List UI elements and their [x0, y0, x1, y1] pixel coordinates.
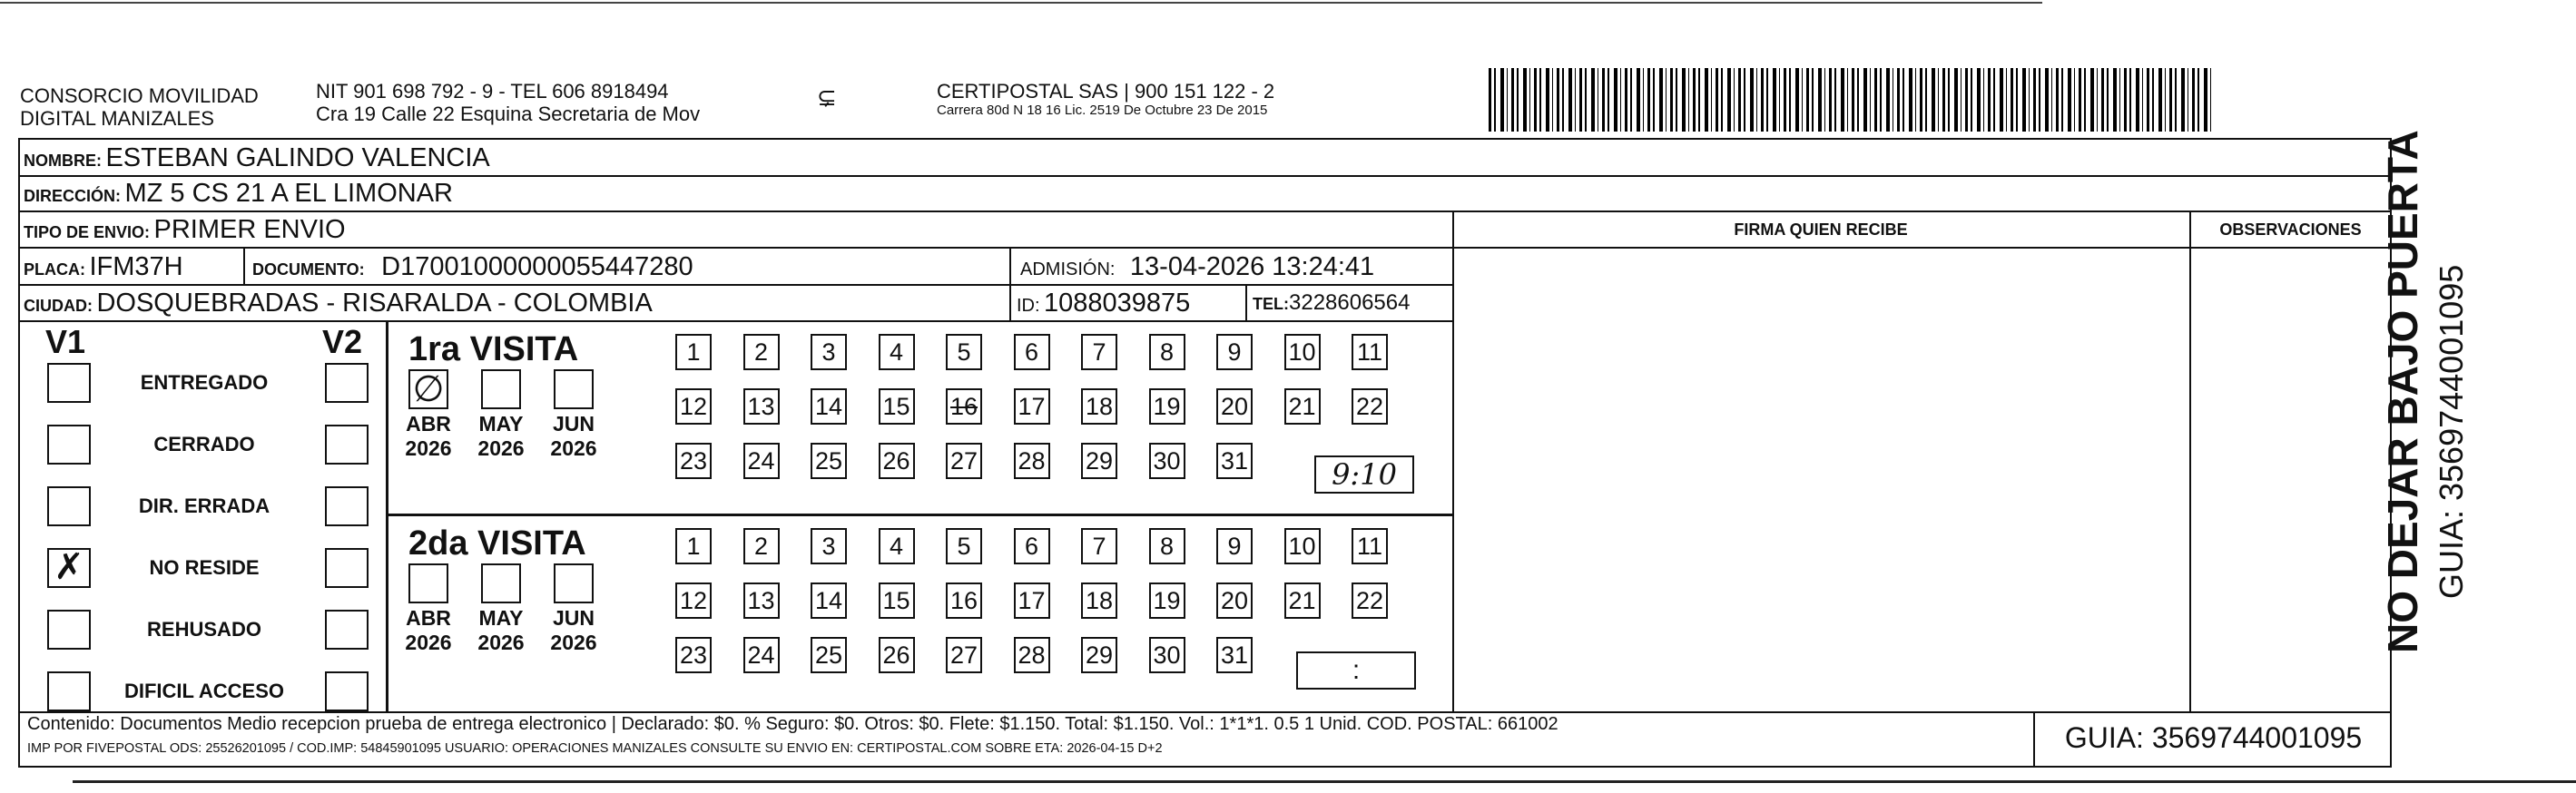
day-box[interactable]: 24 — [743, 443, 780, 479]
day-box[interactable]: 29 — [1081, 443, 1117, 479]
day-box[interactable]: 14 — [811, 583, 847, 619]
second-visit-title: 2da VISITA — [408, 524, 586, 563]
day-box[interactable]: 24 — [743, 637, 780, 673]
v2-checkbox[interactable] — [325, 425, 369, 465]
v2-label: V2 — [322, 323, 363, 360]
v2-checkbox[interactable] — [325, 610, 369, 650]
day-box[interactable]: 26 — [879, 637, 915, 673]
day-box[interactable]: 1 — [675, 334, 712, 370]
direccion-field: DIRECCIÓN: MZ 5 CS 21 A EL LIMONAR — [24, 179, 454, 208]
day-box[interactable]: 1 — [675, 528, 712, 564]
day-box[interactable]: 9 — [1216, 528, 1253, 564]
placa-field: PLACA: IFM37H — [24, 252, 183, 281]
day-box[interactable]: 27 — [946, 443, 982, 479]
day-box[interactable]: 5 — [946, 528, 982, 564]
month-label: MAY 2026 — [477, 606, 525, 654]
day-box[interactable]: 8 — [1149, 334, 1185, 370]
v1-checkbox[interactable] — [47, 486, 91, 526]
day-box[interactable]: 4 — [879, 334, 915, 370]
barcode — [1489, 68, 2215, 132]
month-checkbox[interactable] — [408, 563, 448, 603]
day-box[interactable]: 7 — [1081, 528, 1117, 564]
day-box[interactable]: 2 — [743, 528, 780, 564]
day-box[interactable]: 14 — [811, 388, 847, 425]
day-box[interactable]: 29 — [1081, 637, 1117, 673]
documento-field: DOCUMENTO: D17001000000055447280 — [252, 252, 693, 281]
carrier-info: CERTIPOSTAL SAS | 900 151 122 - 2 Carrera 80d N 18 16 Lic. 2519 De Octubre 23 De 2015 — [937, 80, 1275, 118]
day-box[interactable]: 21 — [1284, 388, 1321, 425]
day-box[interactable]: 23 — [675, 443, 712, 479]
month-checkbox[interactable]: ∅ — [408, 369, 448, 409]
day-box[interactable]: 28 — [1014, 443, 1050, 479]
day-box[interactable]: 30 — [1149, 637, 1185, 673]
day-box[interactable]: 13 — [743, 583, 780, 619]
status-option-label: ENTREGADO — [140, 371, 269, 394]
day-box[interactable]: 6 — [1014, 334, 1050, 370]
month-label: JUN 2026 — [550, 412, 597, 460]
status-option-label: DIFICIL ACCESO — [123, 680, 284, 702]
v1-label: V1 — [45, 323, 86, 360]
month-label: ABR 2026 — [405, 606, 452, 654]
v1-checkbox[interactable] — [47, 671, 91, 711]
v2-checkbox[interactable] — [325, 548, 369, 588]
day-box[interactable]: 19 — [1149, 388, 1185, 425]
day-box[interactable]: 26 — [879, 443, 915, 479]
carrier-logo-icon: ⊊ — [817, 83, 837, 111]
day-box[interactable]: 5 — [946, 334, 982, 370]
day-box[interactable]: 2 — [743, 334, 780, 370]
observaciones-header: OBSERVACIONES — [2219, 220, 2362, 239]
day-box[interactable]: 12 — [675, 583, 712, 619]
day-box[interactable]: 28 — [1014, 637, 1050, 673]
day-box[interactable]: 20 — [1216, 583, 1253, 619]
bottom-rule — [73, 780, 2576, 783]
day-box[interactable]: 11 — [1352, 528, 1388, 564]
tel-field: TEL:3228606564 — [1253, 290, 1411, 315]
v2-checkbox[interactable] — [325, 363, 369, 403]
firma-header: FIRMA QUIEN RECIBE — [1734, 220, 1908, 239]
top-rule — [0, 2, 2042, 4]
day-box[interactable]: 19 — [1149, 583, 1185, 619]
nit-info: NIT 901 698 792 - 9 - TEL 606 8918494 Cra 19 Calle 22 Esquina Secretaria de Mov — [316, 80, 701, 125]
status-option-label: DIR. ERRADA — [138, 494, 270, 517]
day-box[interactable]: 17 — [1014, 388, 1050, 425]
first-visit-title: 1ra VISITA — [408, 330, 579, 368]
day-box[interactable]: 10 — [1284, 528, 1321, 564]
v2-checkbox[interactable] — [325, 671, 369, 711]
v1-checkbox[interactable]: ✗ — [47, 548, 91, 588]
day-box[interactable]: 22 — [1352, 388, 1388, 425]
day-box[interactable]: 25 — [811, 443, 847, 479]
month-label: ABR 2026 — [405, 412, 452, 460]
month-checkbox[interactable] — [554, 369, 594, 409]
day-box[interactable]: 22 — [1352, 583, 1388, 619]
month-label: MAY 2026 — [477, 412, 525, 460]
day-box[interactable]: 8 — [1149, 528, 1185, 564]
admision-field: ADMISIÓN: 13-04-2026 13:24:41 — [1020, 252, 1375, 281]
day-box[interactable]: 16 — [946, 388, 982, 425]
month-label: JUN 2026 — [550, 606, 597, 654]
day-box[interactable]: 20 — [1216, 388, 1253, 425]
status-option-label: CERRADO — [153, 433, 255, 455]
ciudad-field: CIUDAD: DOSQUEBRADAS - RISARALDA - COLOMBIA — [24, 289, 653, 318]
v2-checkbox[interactable] — [325, 486, 369, 526]
day-box[interactable]: 15 — [879, 388, 915, 425]
day-box[interactable]: 13 — [743, 388, 780, 425]
company-name: CONSORCIO MOVILIDAD DIGITAL MANIZALES — [20, 84, 259, 130]
id-field: ID: 1088039875 — [1017, 289, 1191, 318]
day-box[interactable]: 30 — [1149, 443, 1185, 479]
day-box[interactable]: 16 — [946, 583, 982, 619]
status-option-label: NO RESIDE — [149, 556, 260, 579]
day-box[interactable]: 10 — [1284, 334, 1321, 370]
day-box[interactable]: 12 — [675, 388, 712, 425]
month-checkbox[interactable] — [481, 369, 521, 409]
v1-checkbox[interactable] — [47, 425, 91, 465]
v1-checkbox[interactable] — [47, 363, 91, 403]
guia-footer: GUIA: 3569744001095 — [2064, 721, 2363, 754]
first-visit-time[interactable]: 9:10 — [1314, 455, 1414, 494]
second-visit-time[interactable]: : — [1296, 651, 1416, 690]
month-checkbox[interactable] — [481, 563, 521, 603]
tipo-envio-field: TIPO DE ENVIO: PRIMER ENVIO — [24, 215, 346, 244]
day-box[interactable]: 31 — [1216, 637, 1253, 673]
status-option-label: REHUSADO — [147, 618, 261, 641]
v1-checkbox[interactable] — [47, 610, 91, 650]
guia-side: GUIA: 3569744001095 — [2433, 264, 2470, 599]
day-box[interactable]: 31 — [1216, 443, 1253, 479]
imp-text: IMP POR FIVEPOSTAL ODS: 25526201095 / COD.IMP: 54845901095 USUARIO: OPERACIONES MANIZALES CONSULTE SU ENVIO EN: CERTIPOSTAL.COM SOBRE ETA: 2026-04-15 D+2 — [27, 741, 1163, 756]
day-box[interactable]: 4 — [879, 528, 915, 564]
day-box[interactable]: 18 — [1081, 583, 1117, 619]
day-box[interactable]: 21 — [1284, 583, 1321, 619]
day-box[interactable]: 23 — [675, 637, 712, 673]
day-box[interactable]: 3 — [811, 334, 847, 370]
day-box[interactable]: 15 — [879, 583, 915, 619]
day-box[interactable]: 27 — [946, 637, 982, 673]
day-box[interactable]: 9 — [1216, 334, 1253, 370]
day-box[interactable]: 3 — [811, 528, 847, 564]
day-box[interactable]: 18 — [1081, 388, 1117, 425]
day-box[interactable]: 7 — [1081, 334, 1117, 370]
day-box[interactable]: 6 — [1014, 528, 1050, 564]
nombre-field: NOMBRE: ESTEBAN GALINDO VALENCIA — [24, 143, 490, 172]
contenido-text: Contenido: Documentos Medio recepcion prueba de entrega electronico | Declarado: $0. % Seguro: $0. Otros: $0. Flete: $1.150. Total: $1.150. Vol.: 1*1*1. 0.5 1 Unid. COD. POSTAL: 661002 — [27, 714, 1558, 734]
day-box[interactable]: 11 — [1352, 334, 1388, 370]
day-box[interactable]: 17 — [1014, 583, 1050, 619]
day-box[interactable]: 25 — [811, 637, 847, 673]
no-dejar-text: NO DEJAR BAJO PUERTA — [2379, 130, 2426, 653]
month-checkbox[interactable] — [554, 563, 594, 603]
